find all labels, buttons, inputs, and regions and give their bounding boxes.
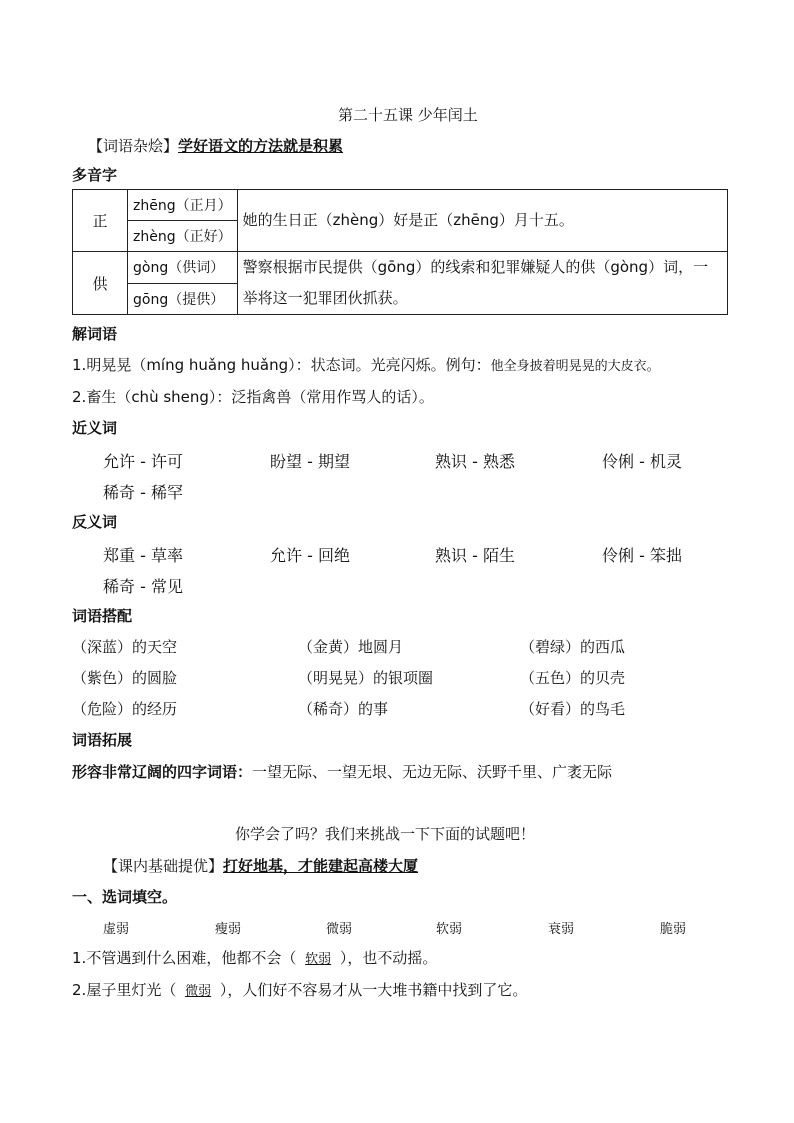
explain-item (72, 386, 434, 407)
item-example: 他全身披着明晃晃的大皮衣。 (490, 359, 660, 374)
question-text-after: ），也不动摇。 (339, 949, 438, 967)
table-row (73, 252, 728, 284)
explain-item (72, 354, 660, 375)
question-number: 1. (72, 949, 87, 967)
word-option: 瘦弱 (215, 922, 242, 937)
question-text-before: 屋子里灯光（ (86, 981, 177, 999)
polyphone-table (72, 189, 728, 315)
challenge-text: 你学会了吗？我们来挑战一下下面的试题吧！ (235, 825, 536, 843)
section-header-vocab (88, 135, 343, 156)
section-bracket-label: 【课内基础提优】 (103, 857, 224, 875)
expansion-label: 形容非常辽阔的四字词语： (72, 763, 253, 781)
collocation-item: （好看）的鸟毛 (520, 700, 626, 718)
answer-blank[interactable]: 微弱 (185, 984, 212, 999)
question (72, 979, 527, 1000)
polyphone-example: 她的生日正（zhèng）好是正（zhēng）月十五。 (237, 190, 727, 252)
synonym-pair: 盼望 - 期望 (270, 452, 350, 471)
section-slogan: 学好语文的方法就是积累 (178, 137, 344, 155)
polyphone-example: 警察根据市民提供（gōng）的线索和犯罪嫌疑人的供（gòng）词，一举将这一犯罪团伙抓获。 (237, 252, 727, 315)
synonyms-heading: 近义词 (72, 419, 118, 437)
collocation-item: （明晃晃）的银项圈 (298, 669, 434, 687)
exercise-heading: 一、选词填空。 (72, 888, 178, 906)
polyphone-reading: gòng（供词） (128, 252, 238, 284)
expansion-heading: 词语拓展 (72, 731, 133, 749)
explain-heading: 解词语 (72, 325, 118, 343)
section-bracket-label: 【词语杂烩】 (88, 137, 179, 155)
collocation-item: （危险）的经历 (72, 700, 178, 718)
collocation-item: （紫色）的圆脸 (72, 669, 178, 687)
section-header-basics (103, 855, 418, 876)
question-number: 2. (72, 981, 87, 999)
question (72, 947, 437, 968)
antonym-pair: 熟识 - 陌生 (435, 546, 515, 565)
expansion-words: 一望无际、一望无垠、无边无际、沃野千里、广袤无际 (252, 763, 613, 781)
answer-blank[interactable]: 软弱 (305, 952, 332, 967)
word-option: 微弱 (326, 922, 353, 937)
table-row (73, 190, 728, 221)
word-option: 脆弱 (660, 922, 687, 937)
collocation-item: （稀奇）的事 (298, 700, 389, 718)
page-title: 第二十五课 少年闰土 (338, 106, 478, 124)
collocation-item: （深蓝）的天空 (72, 638, 178, 656)
collocations-heading: 词语搭配 (72, 607, 133, 625)
expansion-line (72, 761, 612, 782)
item-text: 畜生（chù sheng）：泛指禽兽（常用作骂人的话）。 (86, 388, 434, 406)
polyphone-heading: 多音字 (72, 166, 118, 184)
antonym-pair: 伶俐 - 笨拙 (602, 546, 682, 565)
antonym-pair: 允许 - 回绝 (270, 546, 350, 565)
polyphone-char: 正 (73, 190, 128, 252)
synonym-pair: 允许 - 许可 (103, 452, 183, 471)
collocation-item: （碧绿）的西瓜 (520, 638, 626, 656)
synonym-pair: 伶俐 - 机灵 (602, 452, 682, 471)
word-option: 软弱 (436, 922, 463, 937)
question-text-after: ），人们好不容易才从一大堆书籍中找到了它。 (219, 981, 528, 999)
item-number: 1. (72, 356, 87, 374)
antonym-pair: 郑重 - 草率 (103, 546, 183, 565)
collocation-item: （金黄）地圆月 (298, 638, 404, 656)
word-option: 虚弱 (103, 922, 130, 937)
polyphone-char: 供 (73, 252, 128, 315)
collocation-item: （五色）的贝壳 (520, 669, 626, 687)
polyphone-reading: zhèng（正好） (128, 221, 238, 252)
section-slogan: 打好地基，才能建起高楼大厦 (223, 857, 419, 875)
item-text: 明晃晃（míng huǎng huǎng）：状态词。光亮闪烁。例句： (86, 356, 491, 374)
word-option: 衰弱 (548, 922, 575, 937)
polyphone-reading: gōng（提供） (128, 283, 238, 315)
antonyms-heading: 反义词 (72, 513, 118, 531)
synonym-pair: 熟识 - 熟悉 (435, 452, 515, 471)
synonym-pair: 稀奇 - 稀罕 (103, 483, 183, 502)
polyphone-reading: zhēng（正月） (128, 190, 238, 221)
question-text-before: 不管遇到什么困难，他都不会（ (86, 949, 297, 967)
antonym-pair: 稀奇 - 常见 (103, 577, 183, 596)
item-number: 2. (72, 388, 87, 406)
